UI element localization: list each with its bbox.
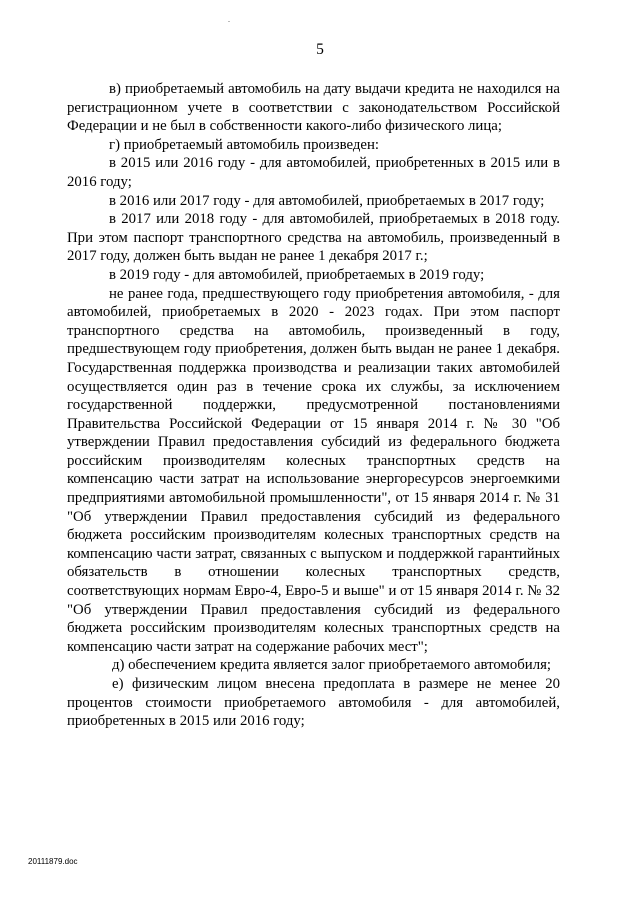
paragraph-2020-2023: не ранее года, предшествующего году приобретения автомобиля, - для автомобилей, приобретаемых в 2020 - 2023 годах. При этом паспорт транспортного средства на автомобиль, произведенный в году, предшествующем году приобретения, должен быть выдан не ранее 1 декабря. Государственная поддержка производства и реализации таких автомобилей осуществляется один раз в течение срока их службы, за исключением государственной поддержки, предусмотренной постановлениями Правительства Российской Федерации от 15 января 2014 г. № 30 "Об утверждении Правил предоставления субсидий из федерального бюджета российским производителям колесных транспортных средств на компенсацию части затрат на использование энергоресурсов энергоемкими предприятиями автомобильной промышленности", от 15 января 2014 г. № 31 "Об утверждении Правил предоставления субсидий из федерального бюджета российским производителям колесных транспортных средств на компенсацию части затрат, связанных с выпуском и поддержкой гарантийных обязательств в отношении колесных транспортных средств, соответствующих нормам Евро-4, Евро-5 и выше" и от 15 января 2014 г. № 32 "Об утверждении Правил предоставления субсидий из федерального бюджета российским производителям колесных транспортных средств на компенсацию части затрат на содержание рабочих мест"; [67,285,560,655]
file-name-footer: 20111879.doc [28,857,78,866]
paragraph-2015-2016: в 2015 или 2016 году - для автомобилей, приобретенных в 2015 или в 2016 году; [67,155,560,190]
paragraph-2017-2018: в 2017 или 2018 году - для автомобилей, приобретаемых в 2018 году. При этом паспорт транспортного средства на автомобиль, произведенный в 2017 году, должен быть выдан не ранее 1 декабря 2017 г.; [67,211,560,265]
paragraph-e: е) физическим лицом внесена предоплата в размере не менее 20 процентов стоимости приобретаемого автомобиля - для автомобилей, приобретенных в 2015 или 2016 году; [67,676,560,730]
paragraph-2019: в 2019 году - для автомобилей, приобретаемых в 2019 году; [109,266,485,283]
paragraph-g: г) приобретаемый автомобиль произведен: [109,136,380,153]
scan-speck [228,21,230,22]
document-body [67,80,560,731]
page-number: 5 [316,41,324,58]
paragraph-2016-2017: в 2016 или 2017 году - для автомобилей, приобретаемых в 2017 году; [109,192,545,209]
paragraph-d: д) обеспечением кредита является залог приобретаемого автомобиля; [112,657,552,674]
paragraph-v: в) приобретаемый автомобиль на дату выдачи кредита не находился на регистрационном учете в соответствии с законодательством Российской Федерации и не был в собственности какого-либо физического лица; [67,81,560,135]
